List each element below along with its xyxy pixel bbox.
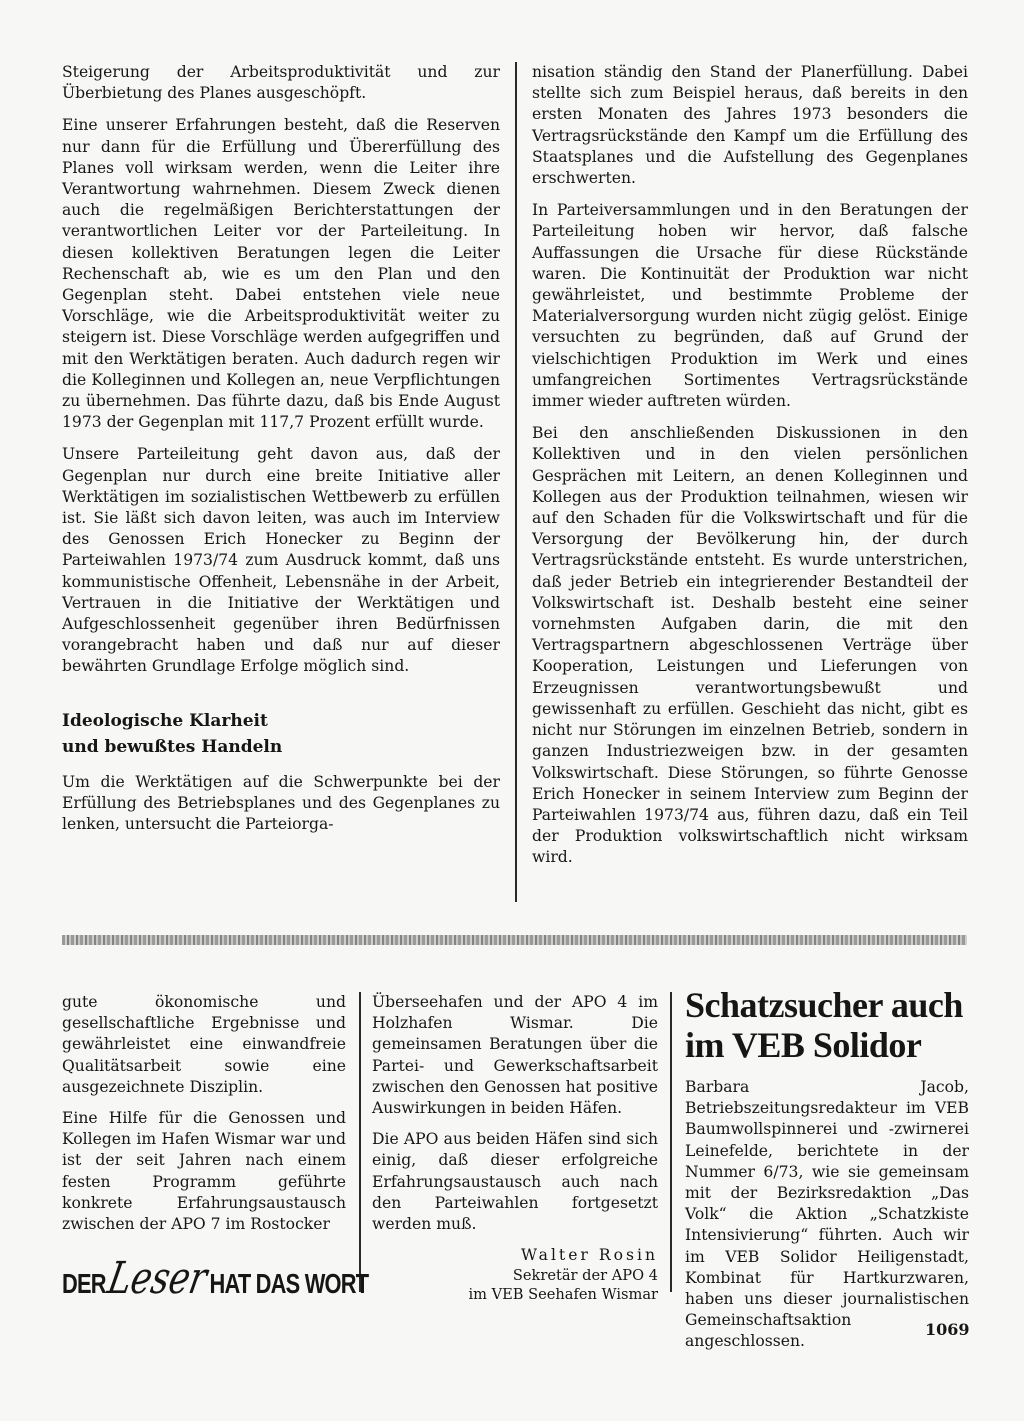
paragraph: Um die Werktätigen auf die Schwerpunkte bei der Erfüllung des Betriebsplanes und des Gegenplanes zu lenken, untersucht die Parteiorga- — [62, 772, 500, 834]
paragraph: Steigerung der Arbeitsproduktivität und zur Überbietung des Planes ausgeschöpft. — [62, 63, 500, 103]
lower-column-1 — [62, 992, 346, 1245]
upper-right-column — [532, 62, 968, 880]
signature-role: Sekretär der APO 4 — [512, 1267, 658, 1285]
heading-line: Ideologische Klarheit — [62, 710, 268, 731]
article-title: Schatzsucher auch im VEB Solidor — [685, 985, 963, 1065]
leser-hat-das-wort-logo — [62, 1252, 369, 1304]
paragraph: Unsere Parteileitung geht davon aus, daß der Gegenplan nur durch eine breite Initiative aller Werktätigen im sozialistischen Wettbewerb zu erfüllen ist. Sie läßt sich davon leiten, was auch im Interview des Genossen Erich Honecker zu Beginn der Parteiwahlen 1973/74 zum Ausdruck kommt, daß uns kommunistische Offenheit, Lebensnähe in der Arbeit, Vertrauen in die Initiative der Werktätigen und Aufgeschlossenheit gegenüber ihren Bedürfnissen vorangebracht haben und daß nur auf dieser bewährten Grundlage Erfolge möglich sind. — [62, 445, 500, 676]
paragraph: Bei den anschließenden Diskussionen in den Kollektiven und in den vielen persönlichen Gesprächen mit Leitern, an denen Kolleginnen und Kollegen aus der Produktion teilnahmen, wiesen wir auf den Schaden für die Volkswirtschaft und für die Versorgung der Bevölkerung hin, der durch Vertragsrückstände entsteht. Es wurde unterstrichen, daß jeder Betrieb ein integrierender Bestandteil der Volkswirtschaft ist. Deshalb besteht eine seiner vornehmsten Aufgaben darin, die mit den Vertragspartnern abgeschlossenen Verträge über Kooperation, Leistungen und Lieferungen von Erzeugnissen verantwortungsbewußt und gewissenhaft zu erfüllen. Geschieht das nicht, gibt es nicht nur Störungen im einzelnen Betrieb, sondern in ganzen Industriezweigen bzw. in der gesamten Volkswirtschaft. Diese Störungen, so führte Genosse Erich Honecker in seinem Interview zum Beginn der Parteiwahlen 1973/74 aus, führen dazu, daß ein Teil der Produktion volkswirtschaftlich nicht wirksam wird. — [532, 424, 968, 867]
column-rule — [670, 992, 672, 1292]
logo-text: HAT DAS WORT — [209, 1267, 369, 1299]
paragraph: Eine Hilfe für die Genossen und Kollegen im Hafen Wismar war und ist der seit Jahren nach einem festen Programm geführte konkrete Erfahrungsaustausch zwischen der APO 7 im Rostocker — [62, 1109, 346, 1234]
paragraph: Überseehafen und der APO 4 im Holzhafen Wismar. Die gemeinsamen Beratungen über die Partei- und Gewerkschaftsarbeit zwischen den Genossen hat positive Auswirkungen in beiden Häfen. — [372, 993, 658, 1118]
signature-block — [372, 1245, 658, 1304]
paragraph: nisation ständig den Stand der Planerfüllung. Dabei stellte sich zum Beispiel heraus, daß bereits in den ersten Monaten des Jahres 1973 besonders die Vertragsrückstände den Kampf um die Erfüllung des Staatsplanes und die Aufstellung des Gegenplanes erschwerten. — [532, 63, 968, 188]
lower-column-3 — [685, 985, 969, 1363]
page-number: 1069 — [925, 1320, 970, 1339]
logo-text: DER — [62, 1267, 106, 1299]
paragraph: gute ökonomische und gesellschaftliche Ergebnisse und gewährleistet eine einwandfreie Qualitätsarbeit sowie eine ausgezeichnete Disziplin. — [62, 993, 346, 1096]
logo-script-text: Leser — [103, 1252, 212, 1304]
paragraph: Eine unserer Erfahrungen besteht, daß die Reserven nur dann für die Erfüllung und Übererfüllung des Planes voll wirksam werden, wenn die Leiter ihre Verantwortung wahrnehmen. Diesem Zweck dienen auch die regelmäßigen Berichterstattungen der verantwortlichen Leiter vor der Parteileitung. In diesen kollektiven Beratungen legen die Leiter Rechenschaft ab, wie es um den Plan und den Gegenplan steht. Dabei entstehen viele neue Vorschläge, wie die Arbeitsproduktivität weiter zu steigern ist. Diese Vorschläge werden aufgegriffen und mit den Werktätigen beraten. Auch dadurch regen wir die Kolleginnen und Kollegen an, neue Verpflichtungen zu übernehmen. Das führte dazu, daß bis Ende August 1973 der Gegenplan mit 117,7 Prozent erfüllt wurde. — [62, 116, 500, 432]
logo-wordmark — [62, 1253, 368, 1304]
paragraph: In Parteiversammlungen und in den Beratungen der Parteileitung hoben wir hervor, daß falsche Auffassungen die Ursache für diese Rückstände waren. Die Kontinuität der Produktion war nicht gewährleistet, und bestimmte Probleme der Materialversorgung wurden nicht zügig gelöst. Einige versuchten zu begründen, daß auf Grund der vielschichtigen Produktion im Werk und eines umfangreichen Sortimentes Vertragsrückstände immer wieder auftreten würden. — [532, 201, 968, 411]
upper-left-column — [62, 62, 500, 846]
signature-role: im VEB Seehafen Wismar — [468, 1286, 658, 1304]
column-rule — [359, 992, 361, 1292]
paragraph: Barbara Jacob, Betriebszeitungsredakteur im VEB Baumwollspinnerei und -zwirnerei Leinefelde, berichtete in der Nummer 6/73, wie sie gemeinsam mit der Bezirksredaktion „Das Volk“ die Aktion „Schatzkiste Intensivierung“ führten. Auch wir im VEB Solidor Heiligenstadt, Kombinat für Hartkurzwaren, haben uns dieser journalistischen Gemeinschaftsaktion angeschlossen. — [685, 1078, 969, 1351]
heading-line: und bewußtes Handeln — [62, 736, 283, 757]
paragraph: Die APO aus beiden Häfen sind sich einig, daß dieser erfolgreiche Erfahrungsaustausch auch nach den Parteiwahlen fortgesetzt werden muß. — [372, 1130, 658, 1234]
signature-name: Walter Rosin — [520, 1246, 658, 1265]
column-rule — [515, 62, 517, 902]
section-divider — [62, 935, 967, 945]
lower-column-2 — [372, 992, 658, 1304]
section-heading — [62, 708, 500, 760]
